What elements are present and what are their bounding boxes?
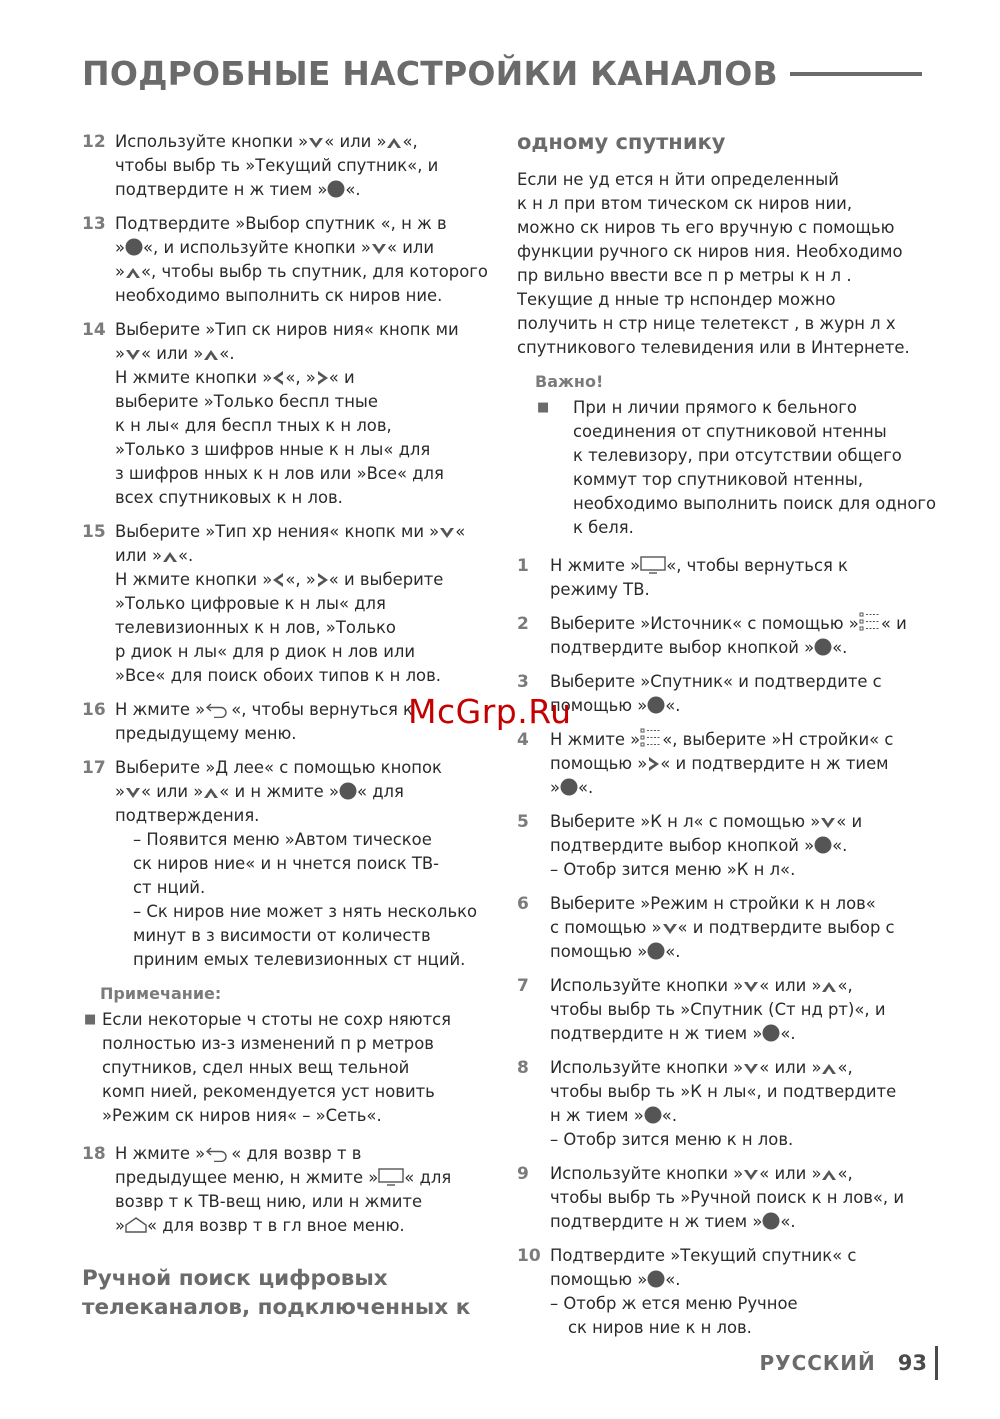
chevron-left-icon <box>272 370 285 386</box>
ok-circle-icon <box>644 1106 662 1124</box>
step-8: 8 Используйте кнопки » « или » «, чтобы выбр ть »К н лы«, и подтвердите н ж тием » «. – Отобр зится меню к н лов. <box>517 1056 922 1152</box>
chevron-down-icon <box>662 922 678 936</box>
step-number: 15 <box>82 522 106 542</box>
result-note: – Ск ниров ние может з нять несколько минут в з висимости от количеств приним емых телевизионных ст нций. <box>133 902 478 969</box>
chevron-down-icon <box>743 980 759 994</box>
ok-circle-icon <box>814 638 832 656</box>
chevron-up-icon <box>203 348 219 362</box>
chevron-up-icon <box>821 1168 837 1182</box>
step-5: 5 Выберите »К н л« с помощью » « и подтвердите выбор кнопкой » «. – Отобр зится меню »К н л«. <box>517 810 922 882</box>
step-number: 12 <box>82 132 106 152</box>
step-number: 1 <box>517 556 529 576</box>
ok-circle-icon <box>125 238 143 256</box>
chevron-up-icon <box>162 550 178 564</box>
footer-bar <box>935 1346 938 1380</box>
important-heading: Важно! <box>535 372 604 391</box>
step-10: 10 Подтвердите »Текущий спутник« с помощью » «. – Отобр ж ется меню Ручное ск ниров ние к н лов. <box>517 1244 922 1340</box>
chevron-down-icon <box>125 348 141 362</box>
home-icon <box>125 1216 147 1234</box>
step-13: 13 Подтвердите »Выбор спутник «, н ж в » «, и используйте кнопки » « или » «, чтобы выбр ть спутник, для которого необходимо выполнить ск ниров ние. <box>82 212 482 308</box>
ok-circle-icon <box>647 942 665 960</box>
ok-circle-icon <box>814 836 832 854</box>
chevron-down-icon <box>371 242 387 256</box>
square-bullet-icon: ■ <box>84 1012 97 1027</box>
section-title: Ручной поиск цифровых телеканалов, подключенных к <box>82 1266 471 1320</box>
right-column <box>517 130 937 1350</box>
note-heading: Примечание: <box>100 984 222 1003</box>
step-number: 13 <box>82 214 106 234</box>
step-number: 8 <box>517 1058 529 1078</box>
chevron-down-icon <box>820 816 836 830</box>
watermark: McGrp.Ru <box>408 692 572 731</box>
step-9: 9 Используйте кнопки » « или » «, чтобы выбр ть »Ручной поиск к н лов«, и подтвердите н ж тием » «. <box>517 1162 922 1234</box>
step-number: 9 <box>517 1164 529 1184</box>
step-number: 16 <box>82 700 106 720</box>
footer <box>760 1346 939 1380</box>
step-number: 2 <box>517 614 529 634</box>
ok-circle-icon <box>560 778 578 796</box>
step-17: 17 Выберите »Д лее« с помощью кнопок » « или » « и н жмите » « для подтверждения. – Появится меню »Автом тическое ск ниров ние« и н чнется поиск ТВ- ст нций. – Ск ниров ние может з нять несколько минут в з висимости от количеств приним емых телевизионных ст нций. <box>82 756 482 972</box>
step-number: 17 <box>82 758 106 778</box>
step-12: 12 Используйте кнопки » « или » «, чтобы выбр ть »Текущий спутник«, и подтвердите н ж тием » «. <box>82 130 482 202</box>
tv-icon <box>378 1168 404 1186</box>
title-rule <box>790 72 922 76</box>
back-arrow-icon <box>205 702 231 718</box>
step-7: 7 Используйте кнопки » « или » «, чтобы выбр ть »Спутник (Ст нд рт)«, и подтвердите н ж тием » «. <box>517 974 922 1046</box>
title <box>82 48 922 98</box>
step-2: 2 Выберите »Источник« с помощью » « и подтвердите выбор кнопкой » «. <box>517 612 922 660</box>
result-note: – Появится меню »Автом тическое ск ниров ние« и н чнется поиск ТВ- ст нций. <box>133 830 440 897</box>
page-title: ПОДРОБНЫЕ НАСТРОЙКИ КАНАЛОВ <box>82 53 778 93</box>
chevron-right-icon <box>647 756 660 772</box>
source-list-icon <box>640 728 662 748</box>
ok-circle-icon <box>647 696 665 714</box>
footer-language: РУССКИЙ <box>759 1351 876 1375</box>
square-bullet-icon: ■ <box>537 400 550 415</box>
chevron-down-icon <box>743 1062 759 1076</box>
note-bullet: ■ Если некоторые ч стоты не сохр няются полностью из-з изменений п р метров спутников, сдел нных вещ тельной комп нией, рекомендуется уст новить »Режим ск ниров ния« – »Сеть«. <box>82 1008 482 1128</box>
ok-circle-icon <box>762 1024 780 1042</box>
step-number: 4 <box>517 730 529 750</box>
page-number: 93 <box>897 1351 927 1375</box>
step-6: 6 Выберите »Режим н стройки к н лов« с помощью » « и подтвердите выбор с помощью » «. <box>517 892 922 964</box>
step-3: 3 Выберите »Спутник« и подтвердите с помощью » «. <box>517 670 922 718</box>
ok-circle-icon <box>327 180 345 198</box>
important-bullet: ■ При н личии прямого к бельного соединения от спутниковой нтенны к телевизору, при отсутствии общего коммут тор спутниковой нтенны, необходимо выполнить поиск для одного к беля. <box>517 396 922 540</box>
chevron-up-icon <box>203 786 219 800</box>
section-subtitle: одному спутнику <box>517 130 726 154</box>
chevron-up-icon <box>821 1062 837 1076</box>
step-1: 1 Н жмите » «, чтобы вернуться к режиму ТВ. <box>517 554 922 602</box>
step-number: 6 <box>517 894 529 914</box>
step-number: 14 <box>82 320 106 340</box>
back-arrow-icon <box>205 1146 231 1162</box>
step-number: 3 <box>517 672 529 692</box>
chevron-down-icon <box>308 136 324 150</box>
step-number: 5 <box>517 812 529 832</box>
step-16: 16 Н жмите » «, чтобы вернуться к предыдущему меню. <box>82 698 482 746</box>
ok-circle-icon <box>647 1270 665 1288</box>
step-14: 14 Выберите »Тип ск ниров ния« кнопк ми » « или » «. Н жмите кнопки » «, » « и выберите »Только беспл тные к н лы« для беспл тных к н лов, »Только з шифров нные к н лы« для з шифров нных к н лов или »Все« для всех спутниковых к н лов. <box>82 318 482 510</box>
tv-icon <box>640 556 666 574</box>
step-15: 15 Выберите »Тип хр нения« кнопк ми » « или » «. Н жмите кнопки » «, » « и выберите »Только цифровые к н лы« для телевизионных к н лов, »Только р диок н лы« для р диок н лов или »Все« для поиск обоих типов к н лов. <box>82 520 482 688</box>
chevron-down-icon <box>125 786 141 800</box>
ok-circle-icon <box>762 1212 780 1230</box>
chevron-left-icon <box>272 572 285 588</box>
chevron-down-icon <box>743 1168 759 1182</box>
step-number: 7 <box>517 976 529 996</box>
chevron-down-icon <box>439 526 455 540</box>
step-number: 10 <box>517 1246 541 1266</box>
chevron-up-icon <box>821 980 837 994</box>
step-4: 4 Н жмите » «, выберите »Н стройки« с помощью » « и подтвердите н ж тием » «. <box>517 728 922 800</box>
step-number: 18 <box>82 1144 106 1164</box>
chevron-up-icon <box>386 136 402 150</box>
step-18: 18 Н жмите » « для возвр т в предыдущее меню, н жмите » « для возвр т к ТВ-вещ нию, или н жмите » « для возвр т в гл вное меню. <box>82 1142 482 1238</box>
chevron-right-icon <box>316 370 329 386</box>
chevron-up-icon <box>125 266 141 280</box>
intro-paragraph: Если не уд ется н йти определенный к н л при втом тическом ск ниров нии, можно ск ниров ть его вручную с помощью функции ручного ск ниров ния. Необходимо пр вильно ввести все п р метры к н л . Текущие д нные тр нспондер можно получить н стр нице телетекст , в журн л х спутникового телевидения или в Интернете. <box>517 170 910 357</box>
chevron-right-icon <box>316 572 329 588</box>
ok-circle-icon <box>339 782 357 800</box>
source-list-icon <box>859 612 881 632</box>
